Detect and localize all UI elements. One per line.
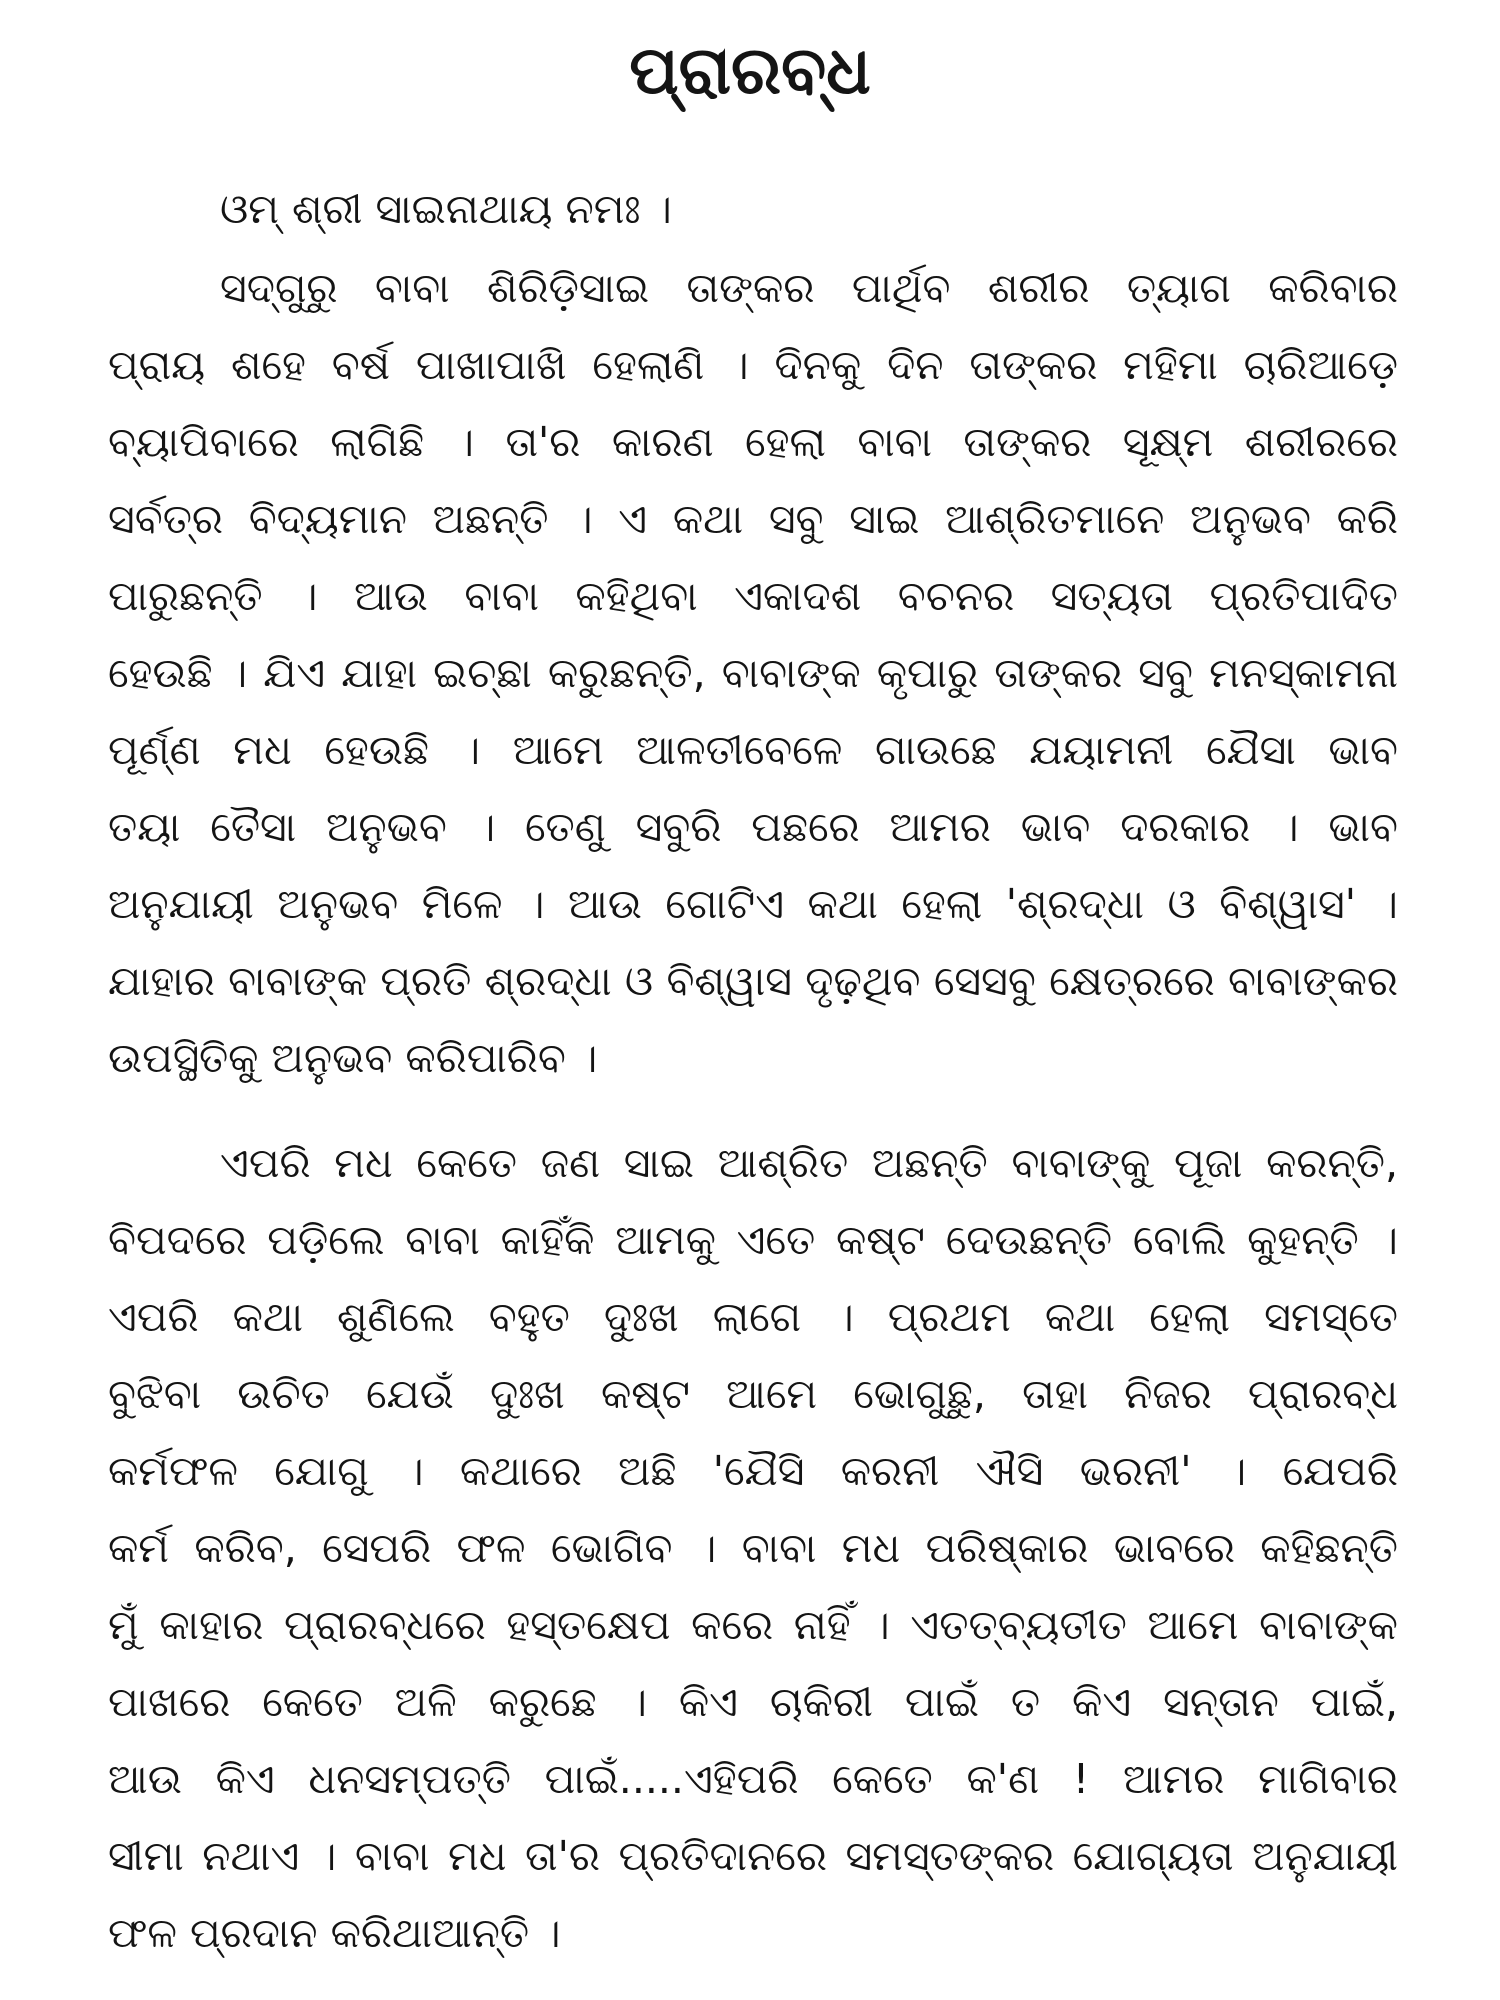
paragraph-line: ପ୍ରାୟ ଶହେ ବର୍ଷ ପାଖାପାଖି ହେଲାଣି । ଦିନକୁ ଦିନ ତାଙ୍କର ମହିମା ଚାରିଆଡ଼େ [108,341,1398,389]
paragraph-line: ଆଉ କିଏ ଧନସମ୍ପତ୍ତି ପାଇଁ.....ଏହିପରି କେତେ କ'ଣ ! ଆମର ମାଗିବାର [108,1755,1398,1803]
paragraph-line: ସର୍ବତ୍ର ବିଦ୍ୟମାନ ଅଛନ୍ତି । ଏ କଥା ସବୁ ସାଇ ଆଶ୍ରିତମାନେ ଅନୁଭବ କରି [108,495,1398,543]
paragraph-1 [108,262,1398,1109]
paragraph-line: ଏପରି ମଧ କେତେ ଜଣ ସାଇ ଆଶ୍ରିତ ଅଛନ୍ତି ବାବାଙ୍କୁ ପୂଜା କରନ୍ତି, [220,1139,1398,1187]
paragraph-line: ଯାହାର ବାବାଙ୍କ ପ୍ରତି ଶ୍ରଦ୍ଧା ଓ ବିଶ୍ୱାସ ଦୃଢ଼ଥିବ ସେସବୁ କ୍ଷେତ୍ରରେ ବାବାଙ୍କର [108,957,1398,1005]
paragraph-line: ବୁଝିବା ଉଚିତ ଯେଉଁ ଦୁଃଖ କଷ୍ଟ ଆମେ ଭୋଗୁଛୁ, ତାହା ନିଜର ପ୍ରାରବ୍ଧ [108,1370,1398,1418]
paragraph-line: ଉପସ୍ଥିତିକୁ ଅନୁଭବ କରିପାରିବ । [108,1034,598,1082]
paragraph-line: ମୁଁ କାହାର ପ୍ରାରବ୍ଧରେ ହସ୍ତକ୍ଷେପ କରେ ନାହିଁ । ଏତତ୍‌ବ୍ୟତୀତ ଆମେ ବାବାଙ୍କ [108,1601,1398,1649]
paragraph-line: ବ୍ୟାପିବାରେ ଲାଗିଛି । ତା'ର କାରଣ ହେଲା ବାବା ତାଙ୍କର ସୂକ୍ଷ୍ମ ଶରୀରରେ [108,418,1398,466]
paragraph-line: ପାଖରେ କେତେ ଅଳି କରୁଛେ । କିଏ ଚାକିରୀ ପାଇଁ ତ କିଏ ସନ୍ତାନ ପାଇଁ, [108,1678,1398,1726]
paragraph-line: ଫଳ ପ୍ରଦାନ କରିଥାଆନ୍ତି । [108,1909,561,1957]
invocation-line: ଓମ୍ ଶ୍ରୀ ସାଇନାଥାୟ ନମଃ । [220,185,672,233]
paragraph-line: ସଦ୍‌ଗୁରୁ ବାବା ଶିରିଡ଼ିସାଇ ତାଙ୍କର ପାର୍ଥିବ ଶରୀର ତ୍ୟାଗ କରିବାର [220,264,1398,312]
paragraph-line: ଅନୁଯାୟୀ ଅନୁଭବ ମିଳେ । ଆଉ ଗୋଟିଏ କଥା ହେଲା 'ଶ୍ରଦ୍ଧା ଓ ବିଶ୍ୱାସ' । [108,880,1398,928]
paragraph-line: ଏପରି କଥା ଶୁଣିଲେ ବହୁତ ଦୁଃଖ ଲାଗେ । ପ୍ରଥମ କଥା ହେଲା ସମସ୍ତେ [108,1293,1398,1341]
paragraph-2 [108,1137,1398,1984]
paragraph-line: ସୀମା ନଥାଏ । ବାବା ମଧ ତା'ର ପ୍ରତିଦାନରେ ସମସ୍ତଙ୍କର ଯୋଗ୍ୟତା ଅନୁଯାୟୀ [108,1832,1398,1880]
paragraph-line: ପୂର୍ଣ୍ଣ ମଧ ହେଉଛି । ଆମେ ଆଳତୀବେଳେ ଗାଉଛେ ଯୟାମନୀ ଯୈସା ଭାବ [108,726,1398,774]
page-title: ପ୍ରାରବ୍ଧ [629,32,871,109]
paragraph-line: କର୍ମଫଳ ଯୋଗୁ । କଥାରେ ଅଛି 'ଯୈସି କରନୀ ଐସି ଭରନୀ' । ଯେପରି [108,1447,1398,1495]
paragraph-line: ହେଉଛି । ଯିଏ ଯାହା ଇଚ୍ଛା କରୁଛନ୍ତି, ବାବାଙ୍କ କୃପାରୁ ତାଙ୍କର ସବୁ ମନସ୍କାମନା [108,649,1398,697]
paragraph-line: ପାରୁଛନ୍ତି । ଆଉ ବାବା କହିଥିବା ଏକାଦଶ ବଚନର ସତ୍ୟତା ପ୍ରତିପାଦିତ [108,572,1398,620]
paragraph-line: ବିପଦରେ ପଡ଼ିଲେ ବାବା କାହିଁକି ଆମକୁ ଏତେ କଷ୍ଟ ଦେଉଛନ୍ତି ବୋଲି କୁହନ୍ତି । [108,1216,1398,1264]
paragraph-line: କର୍ମ କରିବ, ସେପରି ଫଳ ଭୋଗିବ । ବାବା ମଧ ପରିଷ୍କାର ଭାବରେ କହିଛନ୍ତି [108,1524,1398,1572]
paragraph-line: ତୟା ତୈସା ଅନୁଭବ । ତେଣୁ ସବୁରି ପଛରେ ଆମର ଭାବ ଦରକାର । ଭାବ [108,803,1398,851]
invocation-block [108,183,1398,260]
